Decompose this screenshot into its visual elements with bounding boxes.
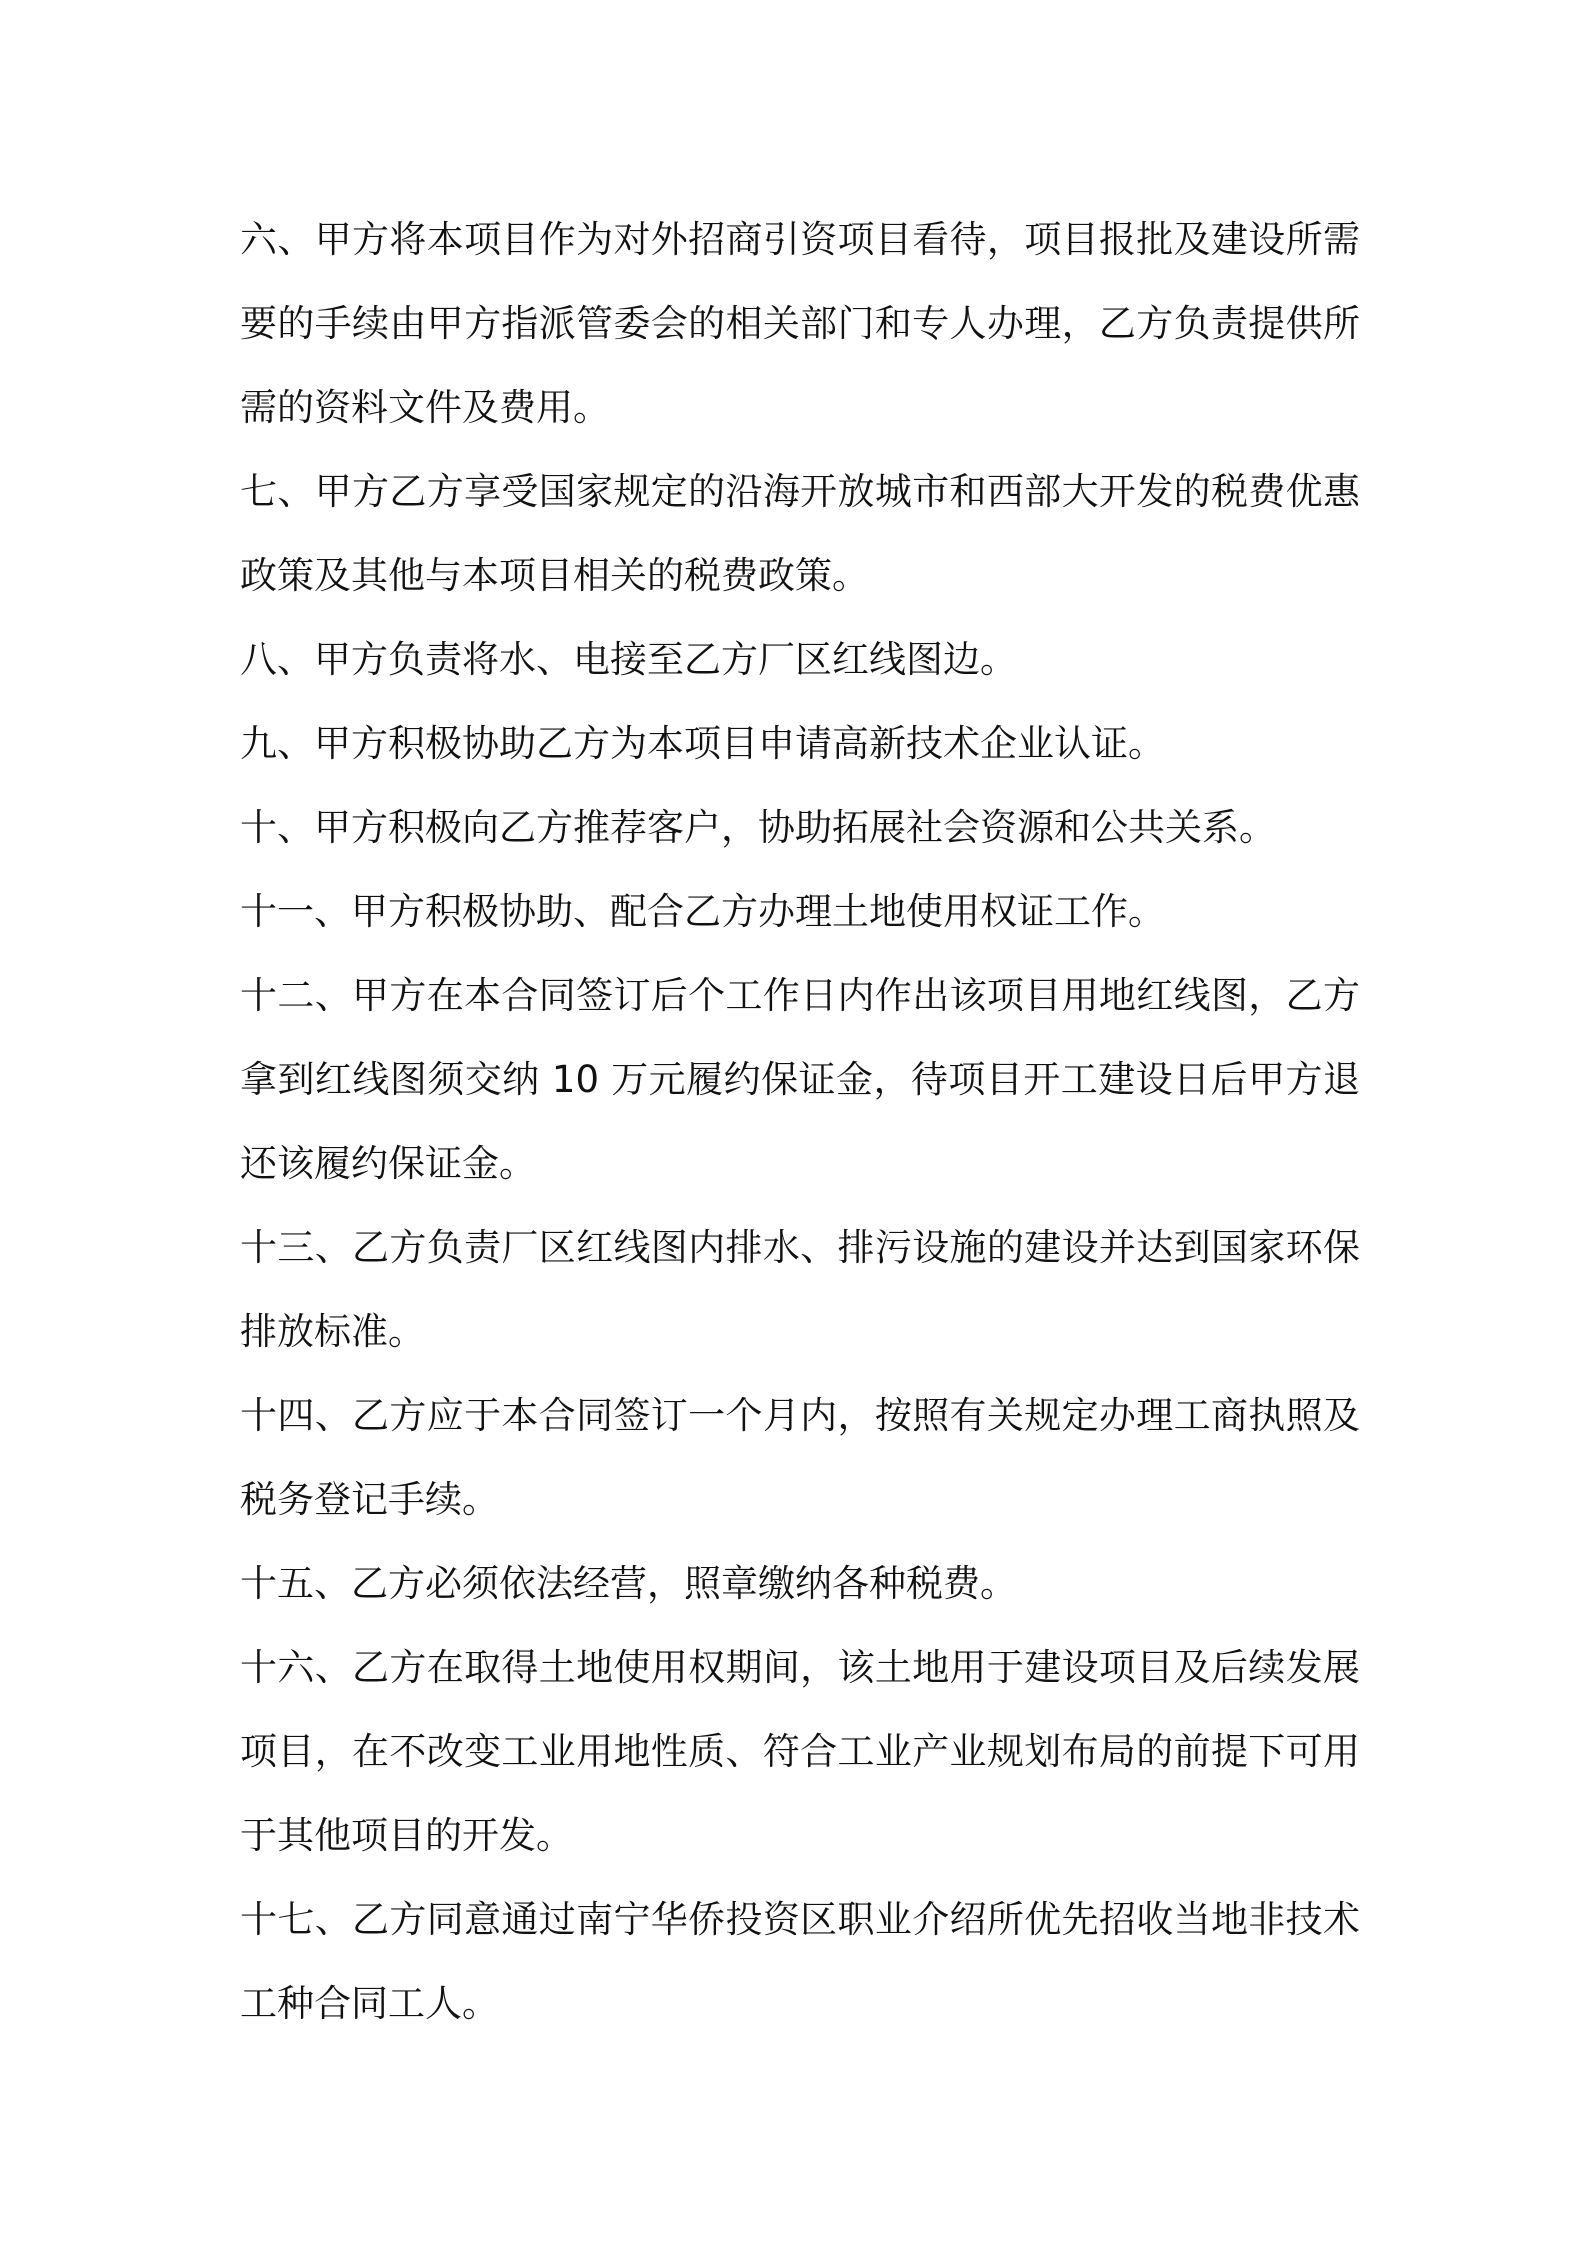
clause-6: 六、甲方将本项目作为对外招商引资项目看待，项目报批及建设所需要的手续由甲方指派管委会的相关部门和专人办理，乙方负责提供所需的资料文件及费用。 <box>240 218 1360 429</box>
clause-13: 十三、乙方负责厂区红线图内排水、排污设施的建设并达到国家环保排放标准。 <box>240 1226 1360 1353</box>
clause-7: 七、甲方乙方享受国家规定的沿海开放城市和西部大开发的税费优惠政策及其他与本项目相关的税费政策。 <box>240 470 1360 597</box>
clause-16: 十六、乙方在取得土地使用权期间，该土地用于建设项目及后续发展项目，在不改变工业用地性质、符合工业产业规划布局的前提下可用于其他项目的开发。 <box>240 1646 1360 1857</box>
clause-12: 十二、甲方在本合同签订后个工作日内作出该项目用地红线图，乙方拿到红线图须交纳 10 万元履约保证金，待项目开工建设日后甲方退还该履约保证金。 <box>240 974 1360 1185</box>
clause-8: 八、甲方负责将水、电接至乙方厂区红线图边。 <box>240 638 1017 681</box>
clause-15: 十五、乙方必须依法经营，照章缴纳各种税费。 <box>240 1562 1017 1605</box>
contract-body <box>240 198 1360 2046</box>
clause-14: 十四、乙方应于本合同签订一个月内，按照有关规定办理工商执照及税务登记手续。 <box>240 1394 1360 1521</box>
clause-9: 九、甲方积极协助乙方为本项目申请高新技术企业认证。 <box>240 722 1165 765</box>
clause-17: 十七、乙方同意通过南宁华侨投资区职业介绍所优先招收当地非技术工种合同工人。 <box>240 1898 1360 2025</box>
clause-11: 十一、甲方积极协助、配合乙方办理土地使用权证工作。 <box>240 890 1165 933</box>
clause-10: 十、甲方积极向乙方推荐客户，协助拓展社会资源和公共关系。 <box>240 806 1276 849</box>
